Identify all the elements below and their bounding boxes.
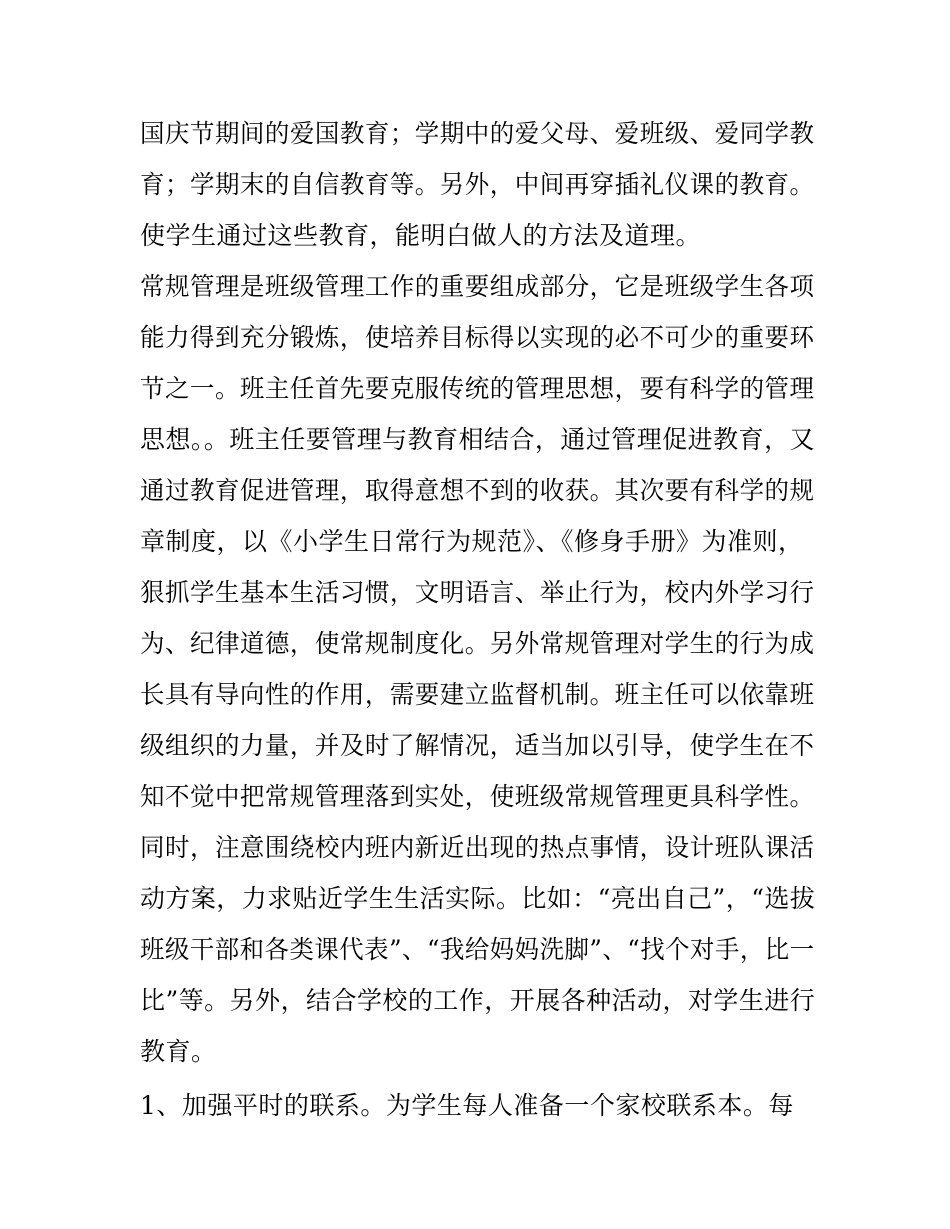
- text-line: 长具有导向性的作用，需要建立监督机制。班主任可以依靠班: [140, 680, 815, 709]
- text-line: 同时，注意围绕校内班内新近出现的热点事情，设计班队课活: [140, 833, 815, 862]
- text-line: 节之一。班主任首先要克服传统的管理思想，要有科学的管理: [140, 374, 815, 403]
- text-line: 狠抓学生基本生活习惯，文明语言、举止行为，校内外学习行: [140, 578, 815, 607]
- text-line: 为、纪律道德，使常规制度化。另外常规管理对学生的行为成: [140, 629, 815, 658]
- text-line: 章制度，以《小学生日常行为规范》、《修身手册》为准则，: [140, 527, 804, 556]
- text-line: 动方案，力求贴近学生生活实际。比如：“亮出自己”，“选拔: [140, 884, 816, 913]
- text-line: 知不觉中把常规管理落到实处，使班级常规管理更具科学性。: [140, 782, 815, 811]
- text-line: 使学生通过这些教育，能明白做人的方法及道理。: [140, 221, 702, 250]
- paragraph-home-school-contact: [140, 1080, 815, 1131]
- document-body: [140, 108, 815, 1131]
- text-line: 思想。。班主任要管理与教育相结合，通过管理促进教育，又: [140, 425, 816, 454]
- paragraph-patriotic-education: [140, 108, 815, 261]
- text-line: 通过教育促进管理，取得意想不到的收获。其次要有科学的规: [140, 476, 815, 505]
- text-line: 育；学期末的自信教育等。另外，中间再穿插礼仪课的教育。: [140, 170, 815, 199]
- text-line: 常规管理是班级管理工作的重要组成部分，它是班级学生各项: [140, 272, 815, 301]
- text-line: 比”等。另外，结合学校的工作，开展各种活动，对学生进行: [140, 986, 816, 1015]
- text-line: 能力得到充分锻炼，使培养目标得以实现的必不可少的重要环: [140, 323, 815, 352]
- text-line: 1、加强平时的联系。为学生每人准备一个家校联系本。每: [140, 1091, 794, 1120]
- paragraph-class-activities: [140, 822, 815, 1077]
- paragraph-routine-management: [140, 261, 815, 822]
- text-line: 国庆节期间的爱国教育；学期中的爱父母、爱班级、爱同学教: [140, 119, 815, 148]
- text-line: 级组织的力量，并及时了解情况，适当加以引导，使学生在不: [140, 731, 815, 760]
- text-line: 班级干部和各类课代表”、“我给妈妈洗脚”、“找个对手，比一: [140, 935, 815, 964]
- text-line: 教育。: [140, 1037, 217, 1066]
